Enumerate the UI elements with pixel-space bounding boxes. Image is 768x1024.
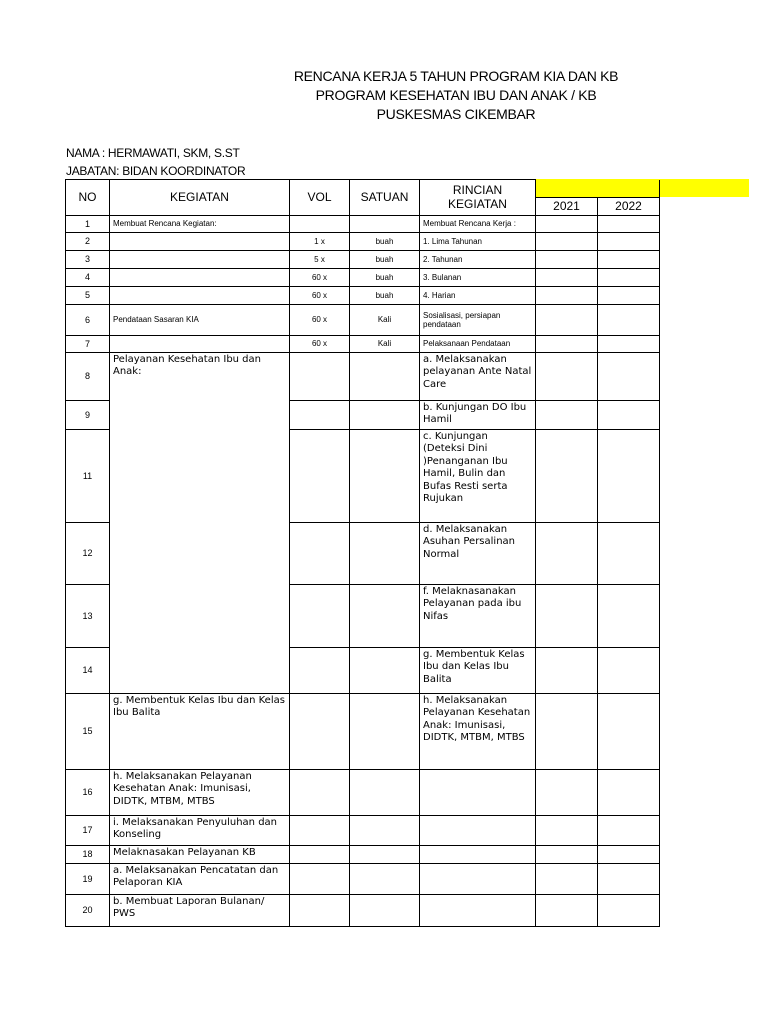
row-vol bbox=[290, 352, 350, 400]
row-2021 bbox=[536, 268, 598, 286]
header-no: NO bbox=[66, 180, 110, 216]
name-label: NAMA : HERMAWATI, SKM, S.ST bbox=[66, 146, 240, 160]
row-satuan bbox=[350, 647, 420, 693]
row-no: 3 bbox=[66, 250, 110, 268]
row-vol: 5 x bbox=[290, 250, 350, 268]
row-2022 bbox=[598, 352, 660, 400]
row-no: 16 bbox=[66, 769, 110, 815]
row-satuan bbox=[350, 815, 420, 845]
table-row bbox=[66, 268, 660, 286]
header-year-2021: 2021 bbox=[536, 197, 598, 215]
row-2021 bbox=[536, 863, 598, 894]
row-rincian: Sosialisasi, persiapan pendataan bbox=[420, 304, 536, 335]
header-vol: VOL bbox=[290, 180, 350, 216]
row-satuan bbox=[350, 584, 420, 647]
row-2021 bbox=[536, 894, 598, 926]
row-2021 bbox=[536, 400, 598, 429]
row-vol: 60 x bbox=[290, 286, 350, 304]
row-2022 bbox=[598, 863, 660, 894]
row-rincian: Membuat Rencana Kerja : bbox=[420, 215, 536, 232]
row-satuan bbox=[350, 522, 420, 584]
row-satuan bbox=[350, 845, 420, 863]
row-no: 5 bbox=[66, 286, 110, 304]
row-2021 bbox=[536, 215, 598, 232]
row-vol bbox=[290, 522, 350, 584]
row-no: 11 bbox=[66, 429, 110, 522]
row-rincian: f. Melaknasanakan Pelayanan pada ibu Nifas bbox=[420, 584, 536, 647]
row-rincian: g. Membentuk Kelas Ibu dan Kelas Ibu Balita bbox=[420, 647, 536, 693]
table-row bbox=[66, 769, 660, 815]
row-2022 bbox=[598, 693, 660, 769]
row-no: 12 bbox=[66, 522, 110, 584]
header-year-group bbox=[536, 180, 660, 198]
row-satuan: Kali bbox=[350, 335, 420, 352]
row-no: 19 bbox=[66, 863, 110, 894]
row-satuan: buah bbox=[350, 250, 420, 268]
row-2022 bbox=[598, 584, 660, 647]
row-satuan: buah bbox=[350, 286, 420, 304]
table-row bbox=[66, 845, 660, 863]
table-row bbox=[66, 304, 660, 335]
row-2022 bbox=[598, 769, 660, 815]
row-kegiatan: b. Membuat Laporan Bulanan/ PWS bbox=[110, 894, 290, 926]
row-rincian: 4. Harian bbox=[420, 286, 536, 304]
row-2021 bbox=[536, 584, 598, 647]
row-vol: 60 x bbox=[290, 304, 350, 335]
row-satuan: buah bbox=[350, 268, 420, 286]
row-vol bbox=[290, 215, 350, 232]
row-kegiatan: Membuat Rencana Kegiatan: bbox=[110, 215, 290, 232]
row-2022 bbox=[598, 232, 660, 250]
row-2021 bbox=[536, 815, 598, 845]
row-vol: 1 x bbox=[290, 232, 350, 250]
row-kegiatan: Melaknasakan Pelayanan KB bbox=[110, 845, 290, 863]
row-2022 bbox=[598, 429, 660, 522]
row-satuan bbox=[350, 769, 420, 815]
row-satuan bbox=[350, 400, 420, 429]
table-row bbox=[66, 693, 660, 769]
row-vol bbox=[290, 693, 350, 769]
row-2022 bbox=[598, 647, 660, 693]
row-vol bbox=[290, 584, 350, 647]
row-rincian bbox=[420, 894, 536, 926]
row-vol bbox=[290, 429, 350, 522]
row-2021 bbox=[536, 352, 598, 400]
row-2021 bbox=[536, 335, 598, 352]
row-no: 1 bbox=[66, 215, 110, 232]
row-2022 bbox=[598, 894, 660, 926]
row-no: 18 bbox=[66, 845, 110, 863]
row-no: 9 bbox=[66, 400, 110, 429]
row-satuan bbox=[350, 894, 420, 926]
row-2022 bbox=[598, 304, 660, 335]
row-rincian bbox=[420, 815, 536, 845]
row-no: 7 bbox=[66, 335, 110, 352]
row-rincian: b. Kunjungan DO Ibu Hamil bbox=[420, 400, 536, 429]
row-vol bbox=[290, 769, 350, 815]
row-vol: 60 x bbox=[290, 268, 350, 286]
row-rincian bbox=[420, 769, 536, 815]
row-kegiatan: Pelayanan Kesehatan Ibu dan Anak: bbox=[110, 352, 290, 693]
header-kegiatan: KEGIATAN bbox=[110, 180, 290, 216]
row-no: 2 bbox=[66, 232, 110, 250]
row-no: 20 bbox=[66, 894, 110, 926]
row-satuan bbox=[350, 429, 420, 522]
row-2021 bbox=[536, 429, 598, 522]
row-2021 bbox=[536, 232, 598, 250]
row-2021 bbox=[536, 250, 598, 268]
row-rincian: d. Melaksanakan Asuhan Persalinan Normal bbox=[420, 522, 536, 584]
row-kegiatan bbox=[110, 268, 290, 286]
row-vol bbox=[290, 815, 350, 845]
row-no: 4 bbox=[66, 268, 110, 286]
header-year-2022: 2022 bbox=[598, 197, 660, 215]
row-kegiatan: i. Melaksanakan Penyuluhan dan Konseling bbox=[110, 815, 290, 845]
row-2021 bbox=[536, 693, 598, 769]
row-2021 bbox=[536, 286, 598, 304]
row-no: 17 bbox=[66, 815, 110, 845]
row-kegiatan: h. Melaksanakan Pelayanan Kesehatan Anak: Imunisasi, DIDTK, MTBM, MTBS bbox=[110, 769, 290, 815]
row-2022 bbox=[598, 286, 660, 304]
row-2022 bbox=[598, 215, 660, 232]
document-subtitle: PROGRAM KESEHATAN IBU DAN ANAK / KB bbox=[315, 87, 597, 103]
row-2022 bbox=[598, 400, 660, 429]
table-row bbox=[66, 250, 660, 268]
row-rincian: Pelaksanaan Pendataan bbox=[420, 335, 536, 352]
row-2021 bbox=[536, 769, 598, 815]
document-title: RENCANA KERJA 5 TAHUN PROGRAM KIA DAN KB bbox=[293, 68, 619, 84]
row-vol: 60 x bbox=[290, 335, 350, 352]
table-row bbox=[66, 815, 660, 845]
row-vol bbox=[290, 647, 350, 693]
row-vol bbox=[290, 894, 350, 926]
row-2021 bbox=[536, 522, 598, 584]
row-kegiatan bbox=[110, 335, 290, 352]
row-kegiatan: g. Membentuk Kelas Ibu dan Kelas Ibu Balita bbox=[110, 693, 290, 769]
row-satuan bbox=[350, 863, 420, 894]
row-rincian: 3. Bulanan bbox=[420, 268, 536, 286]
row-rincian: 1. Lima Tahunan bbox=[420, 232, 536, 250]
document-organization: PUSKESMAS CIKEMBAR bbox=[376, 106, 536, 122]
row-vol bbox=[290, 400, 350, 429]
row-rincian: h. Melaksanakan Pelayanan Kesehatan Anak: Imunisasi, DIDTK, MTBM, MTBS bbox=[420, 693, 536, 769]
table-row bbox=[66, 863, 660, 894]
table-row bbox=[66, 335, 660, 352]
row-kegiatan: Pendataan Sasaran KIA bbox=[110, 304, 290, 335]
row-rincian: a. Melaksanakan pelayanan Ante Natal Care bbox=[420, 352, 536, 400]
row-satuan: buah bbox=[350, 232, 420, 250]
row-no: 6 bbox=[66, 304, 110, 335]
row-2022 bbox=[598, 845, 660, 863]
position-label: JABATAN: BIDAN KOORDINATOR bbox=[66, 164, 246, 178]
row-no: 14 bbox=[66, 647, 110, 693]
header-satuan: SATUAN bbox=[350, 180, 420, 216]
row-2021 bbox=[536, 647, 598, 693]
row-2021 bbox=[536, 845, 598, 863]
table-row bbox=[66, 232, 660, 250]
row-satuan bbox=[350, 215, 420, 232]
row-2022 bbox=[598, 522, 660, 584]
row-rincian: 2. Tahunan bbox=[420, 250, 536, 268]
row-no: 13 bbox=[66, 584, 110, 647]
table-row bbox=[66, 215, 660, 232]
row-rincian bbox=[420, 845, 536, 863]
row-2022 bbox=[598, 250, 660, 268]
row-2021 bbox=[536, 304, 598, 335]
work-plan-table bbox=[65, 179, 660, 927]
row-kegiatan: a. Melaksanakan Pencatatan dan Pelaporan KIA bbox=[110, 863, 290, 894]
row-kegiatan bbox=[110, 286, 290, 304]
row-rincian: c. Kunjungan (Deteksi Dini )Penanganan Ibu Hamil, Bulin dan Bufas Resti serta Rujukan bbox=[420, 429, 536, 522]
table-row bbox=[66, 894, 660, 926]
row-2022 bbox=[598, 335, 660, 352]
row-satuan bbox=[350, 352, 420, 400]
row-vol bbox=[290, 863, 350, 894]
table-row bbox=[66, 352, 660, 400]
row-rincian bbox=[420, 863, 536, 894]
row-satuan bbox=[350, 693, 420, 769]
header-rincian: RINCIAN KEGIATAN bbox=[420, 180, 536, 216]
table-row bbox=[66, 286, 660, 304]
row-no: 8 bbox=[66, 352, 110, 400]
row-no: 15 bbox=[66, 693, 110, 769]
row-kegiatan bbox=[110, 232, 290, 250]
row-2022 bbox=[598, 268, 660, 286]
row-vol bbox=[290, 845, 350, 863]
row-kegiatan bbox=[110, 250, 290, 268]
row-2022 bbox=[598, 815, 660, 845]
row-satuan: Kali bbox=[350, 304, 420, 335]
